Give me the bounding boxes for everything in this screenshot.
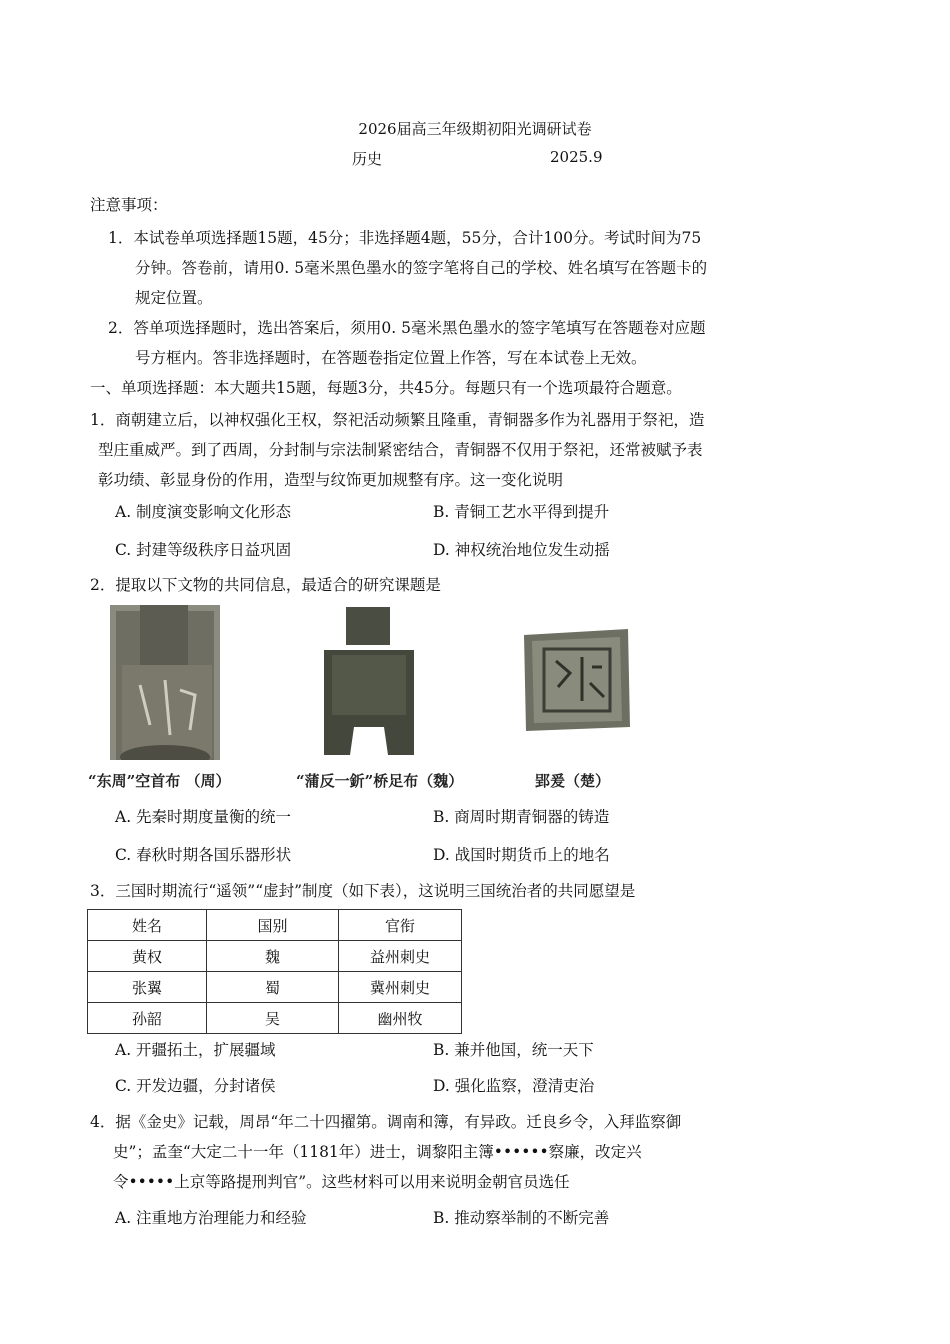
q1-stem-line-3: 彰功绩、彰显身份的作用，造型与纹饰更加规整有序。这一变化说明: [98, 471, 564, 489]
q3-option-a: A. 开疆拓土，扩展疆域: [115, 1041, 276, 1059]
q2-caption-yingyuan: 郢爰（楚）: [535, 772, 611, 790]
q2-caption-qiaozubu: “蒲反一釿”桥足布（魏）: [296, 772, 464, 790]
q2-option-a: A. 先秦时期度量衡的统一: [115, 808, 292, 826]
q1-option-c: C. 封建等级秩序日益巩固: [115, 541, 292, 559]
q3-stem: 3．三国时期流行“遥领”“虚封”制度（如下表），这说明三国统治者的共同愿望是: [90, 882, 636, 900]
q4-option-a: A. 注重地方治理能力和经验: [115, 1209, 307, 1227]
q4-stem-line-3: 令•••••上京等路提刑判官”。这些材料可以用来说明金朝官员选任: [113, 1173, 570, 1191]
table-cell: 魏: [207, 941, 339, 972]
q2-caption-kongshoubu: “东周”空首布 （周）: [88, 772, 231, 790]
q2-stem: 2．提取以下文物的共同信息，最适合的研究课题是: [90, 576, 441, 594]
q1-option-b: B. 青铜工艺水平得到提升: [433, 503, 610, 521]
q2-option-d: D. 战国时期货币上的地名: [433, 846, 610, 864]
q3-option-d: D. 强化监察，澄清吏治: [433, 1077, 595, 1095]
q4-stem-line-2: 史”；孟奎“大定二十一年（1181年）进士，调黎阳主簿••••••察廉，改定兴: [113, 1143, 642, 1161]
q4-stem-line-1: 4．据《金史》记载，周昂“年二十四擢第。调南和簿，有异政。迁良乡令，入拜监察御: [90, 1113, 682, 1131]
table-header-state: 国别: [207, 910, 339, 941]
q1-option-a: A. 制度演变影响文化形态: [115, 503, 292, 521]
table-row: [88, 941, 462, 972]
exam-date: 2025.9: [550, 148, 603, 166]
q3-option-c: C. 开发边疆，分封诸侯: [115, 1077, 276, 1095]
table-cell: 张翼: [88, 972, 207, 1003]
table-cell: 幽州牧: [339, 1003, 462, 1034]
table-cell: 益州刺史: [339, 941, 462, 972]
q1-stem-line-1: 1．商朝建立后，以神权强化王权，祭祀活动频繁且隆重，青铜器多作为礼器用于祭祀，造: [90, 411, 705, 429]
notice-item-2-line-2: 号方框内。答非选择题时，在答题卷指定位置上作答，写在本试卷上无效。: [135, 349, 647, 367]
q2-option-b: B. 商周时期青铜器的铸造: [433, 808, 610, 826]
table-header-title: 官衔: [339, 910, 462, 941]
kongshoubu-coin-image: [110, 605, 220, 760]
q3-table: [87, 909, 462, 1034]
q1-option-d: D. 神权统治地位发生动摇: [433, 541, 610, 559]
notice-item-1-line-2: 分钟。答卷前，请用0. 5毫米黑色墨水的签字笔将自己的学校、姓名填写在答题卡的: [135, 259, 708, 277]
table-header-name: 姓名: [88, 910, 207, 941]
q2-option-c: C. 春秋时期各国乐器形状: [115, 846, 292, 864]
notice-item-2-line-1: 2．答单项选择题时，选出答案后，须用0. 5毫米黑色墨水的签字笔填写在答题卷对应题: [108, 319, 706, 337]
table-row: [88, 972, 462, 1003]
exam-title: 2026届高三年级期初阳光调研试卷: [358, 120, 592, 138]
yingyuan-coin-image: [520, 627, 632, 733]
table-row: [88, 1003, 462, 1034]
table-cell: 吴: [207, 1003, 339, 1034]
table-cell: 黄权: [88, 941, 207, 972]
q4-option-b: B. 推动察举制的不断完善: [433, 1209, 610, 1227]
table-header-row: [88, 910, 462, 941]
table-cell: 冀州刺史: [339, 972, 462, 1003]
section-1-heading: 一、单项选择题：本大题共15题，每题3分，共45分。每题只有一个选项最符合题意。: [90, 379, 682, 397]
table-cell: 孙韶: [88, 1003, 207, 1034]
qiaozubu-coin-image: [318, 605, 420, 760]
table-cell: 蜀: [207, 972, 339, 1003]
exam-subject: 历史: [352, 150, 383, 168]
q1-stem-line-2: 型庄重威严。到了西周，分封制与宗法制紧密结合，青铜器不仅用于祭祀，还常被赋予表: [98, 441, 703, 459]
q3-option-b: B. 兼并他国，统一天下: [433, 1041, 594, 1059]
notice-item-1-line-3: 规定位置。: [135, 289, 213, 307]
notice-item-1-line-1: 1．本试卷单项选择题15题，45分；非选择题4题，55分，合计100分。考试时间为75: [108, 229, 702, 247]
notice-heading: 注意事项：: [90, 196, 168, 214]
